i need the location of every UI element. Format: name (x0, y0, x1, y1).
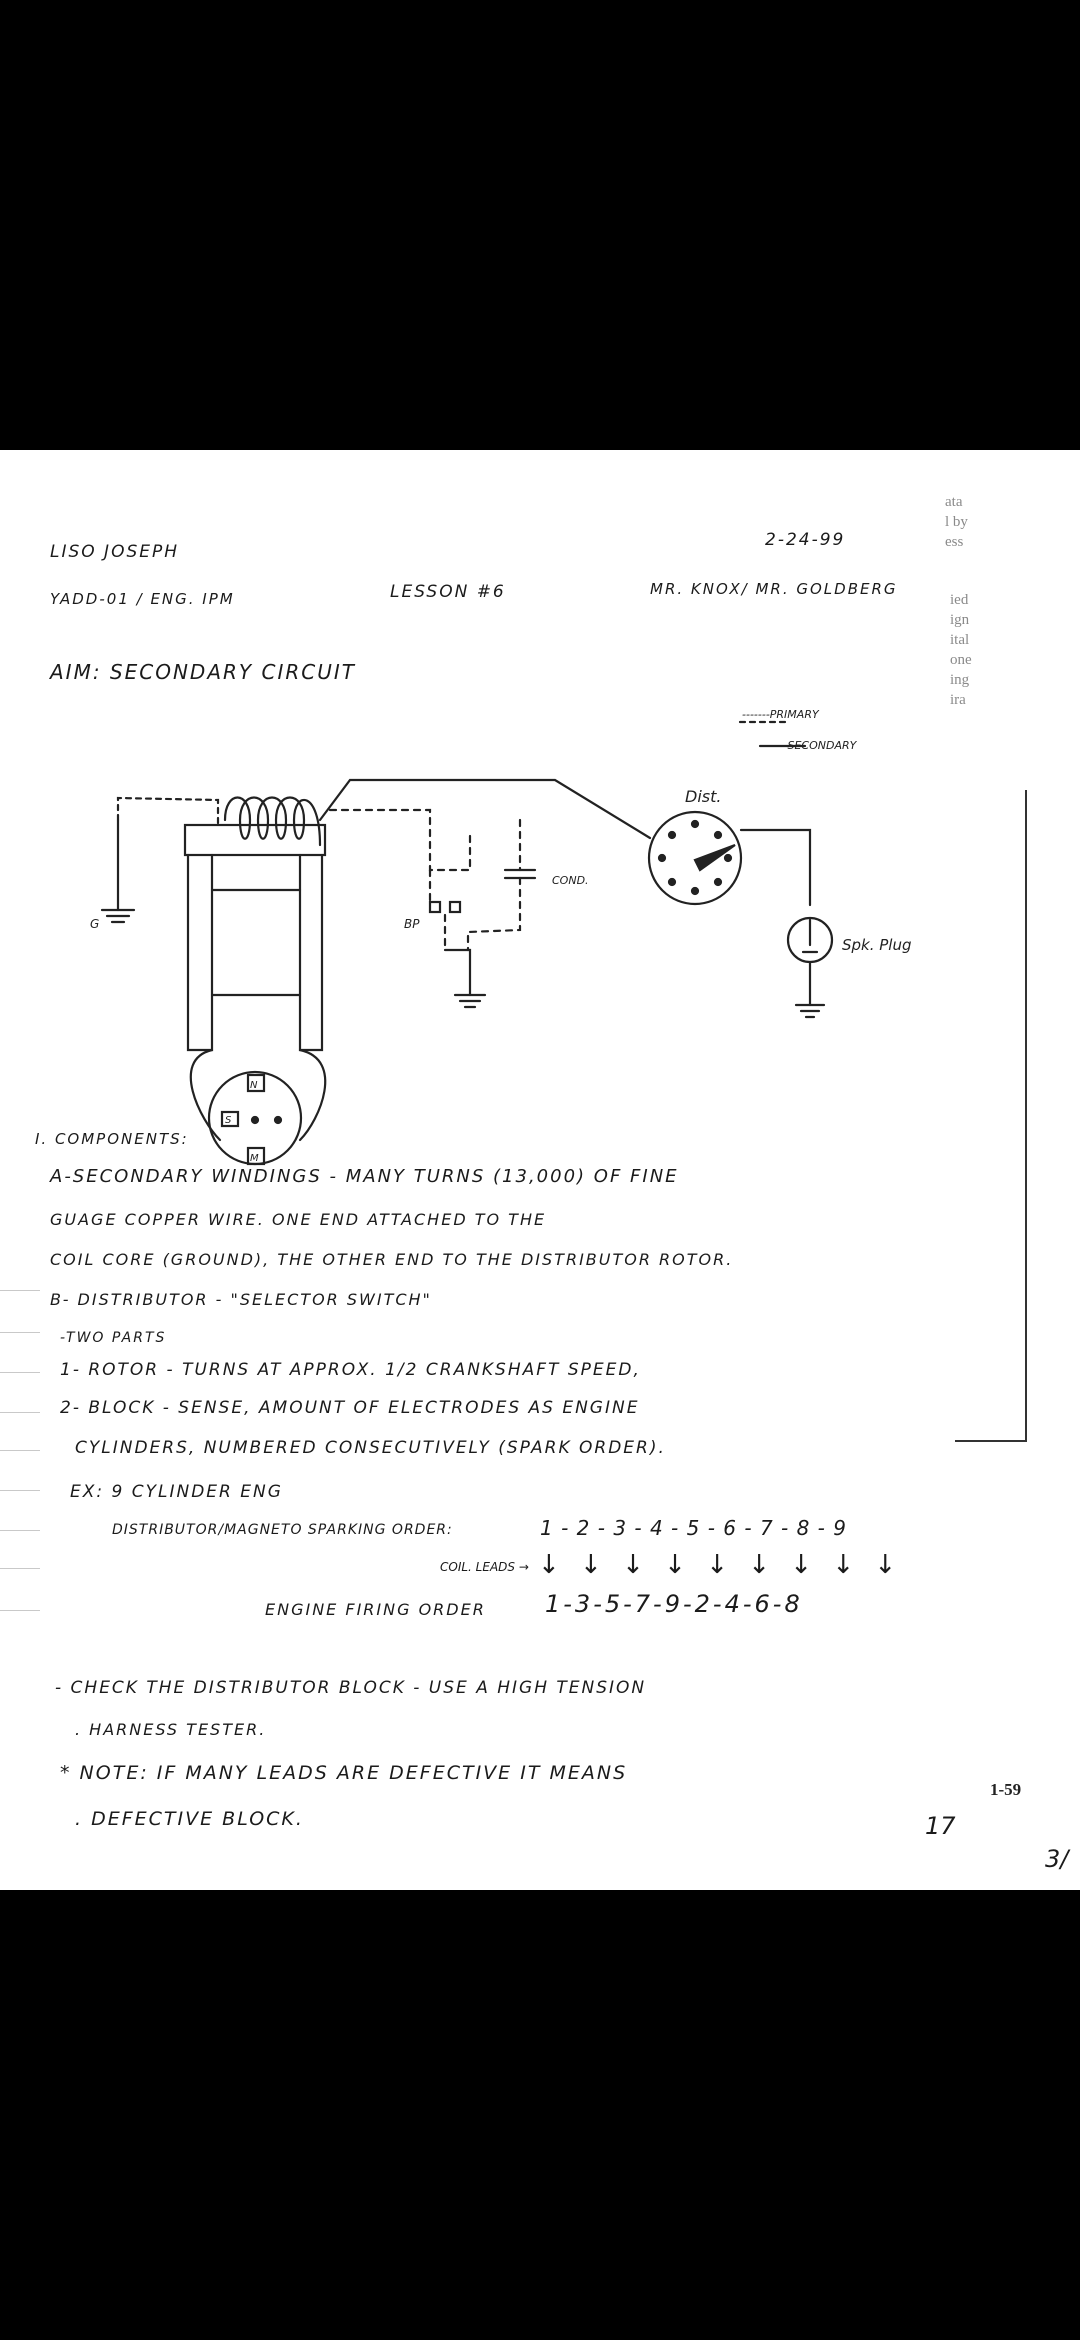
note-line: A-SECONDARY WINDINGS - MANY TURNS (13,000) OF FINE (50, 1166, 679, 1187)
margin-fragment: l by (945, 514, 968, 530)
rotor-m-label: M (250, 1153, 259, 1164)
spark-plug-label: Spk. Plug (842, 936, 912, 954)
document-page (0, 450, 1080, 1890)
note-line: CYLINDERS, NUMBERED CONSECUTIVELY (SPARK ORDER). (75, 1438, 666, 1458)
note-line: . HARNESS TESTER. (75, 1720, 267, 1739)
note-line: -TWO PARTS (60, 1330, 167, 1346)
firing-order: 1-3-5-7-9-2-4-6-8 (545, 1590, 803, 1618)
class-code: YADD-01 / ENG. IPM (50, 590, 235, 608)
ruled-line (0, 1530, 40, 1531)
ruled-line (0, 1412, 40, 1413)
distributor-order: 1 - 2 - 3 - 4 - 5 - 6 - 7 - 8 - 9 (540, 1516, 847, 1540)
page-number: 1-59 (990, 1780, 1022, 1799)
note-line: COIL CORE (GROUND), THE OTHER END TO THE DISTRIBUTOR ROTOR. (50, 1250, 734, 1269)
legend-secondary-label: —— SECONDARY (762, 739, 857, 752)
ruled-line (0, 1450, 40, 1451)
ruled-line (0, 1332, 40, 1333)
margin-line-foot (955, 1440, 1027, 1442)
corner-mark: 17 (925, 1812, 956, 1840)
note-line: . DEFECTIVE BLOCK. (75, 1808, 304, 1830)
note-line: B- DISTRIBUTOR - "SELECTOR SWITCH" (50, 1290, 432, 1309)
distributor-order-label: DISTRIBUTOR/MAGNETO SPARKING ORDER: (112, 1522, 453, 1538)
coil-leads-label: COIL. LEADS → (440, 1560, 529, 1574)
ruled-line (0, 1490, 40, 1491)
example-heading: EX: 9 CYLINDER ENG (70, 1482, 283, 1502)
note-line: 2- BLOCK - SENSE, AMOUNT OF ELECTRODES AS ENGINE (60, 1398, 640, 1418)
breaker-points-label: BP (404, 917, 420, 931)
margin-fragment: ing (950, 672, 970, 688)
corner-mark-2: 3/ (1045, 1845, 1069, 1873)
student-name: LISO JOSEPH (50, 542, 180, 562)
ruled-line (0, 1372, 40, 1373)
note-line: 1- ROTOR - TURNS AT APPROX. 1/2 CRANKSHAFT SPEED, (60, 1360, 641, 1380)
aim: AIM: SECONDARY CIRCUIT (50, 660, 356, 684)
section-heading: I. COMPONENTS: (35, 1130, 189, 1148)
instructors: MR. KNOX/ MR. GOLDBERG (650, 580, 898, 598)
ruled-line (0, 1290, 40, 1291)
condenser-label: COND. (552, 874, 589, 887)
margin-fragment: ign (950, 612, 970, 628)
margin-fragment: ital (950, 632, 970, 648)
rotor-s-label: S (225, 1115, 232, 1126)
margin-fragment: ira (950, 692, 966, 708)
dist-label: Dist. (685, 787, 722, 806)
ruled-line (0, 1610, 40, 1611)
legend-primary-label: -------PRIMARY (742, 708, 819, 721)
coil-windings (225, 798, 320, 846)
ruled-line (0, 1568, 40, 1569)
margin-fragment: one (950, 652, 972, 668)
margin-fragment: ess (945, 534, 964, 550)
date: 2-24-99 (765, 530, 846, 550)
note-line: - CHECK THE DISTRIBUTOR BLOCK - USE A HIGH TENSION (55, 1678, 647, 1698)
margin-fragment: ata (945, 494, 963, 510)
note-line: GUAGE COPPER WIRE. ONE END ATTACHED TO THE (50, 1210, 547, 1229)
coil-lead-arrows: ↓ ↓ ↓ ↓ ↓ ↓ ↓ ↓ ↓ (538, 1550, 903, 1580)
firing-order-label: ENGINE FIRING ORDER (265, 1600, 486, 1619)
ground-label: G (90, 917, 100, 931)
rotor-n-label: N (250, 1080, 258, 1091)
lesson-number: LESSON #6 (390, 582, 506, 602)
note-line: * NOTE: IF MANY LEADS ARE DEFECTIVE IT MEANS (60, 1762, 628, 1784)
margin-fragment: ied (950, 592, 969, 608)
